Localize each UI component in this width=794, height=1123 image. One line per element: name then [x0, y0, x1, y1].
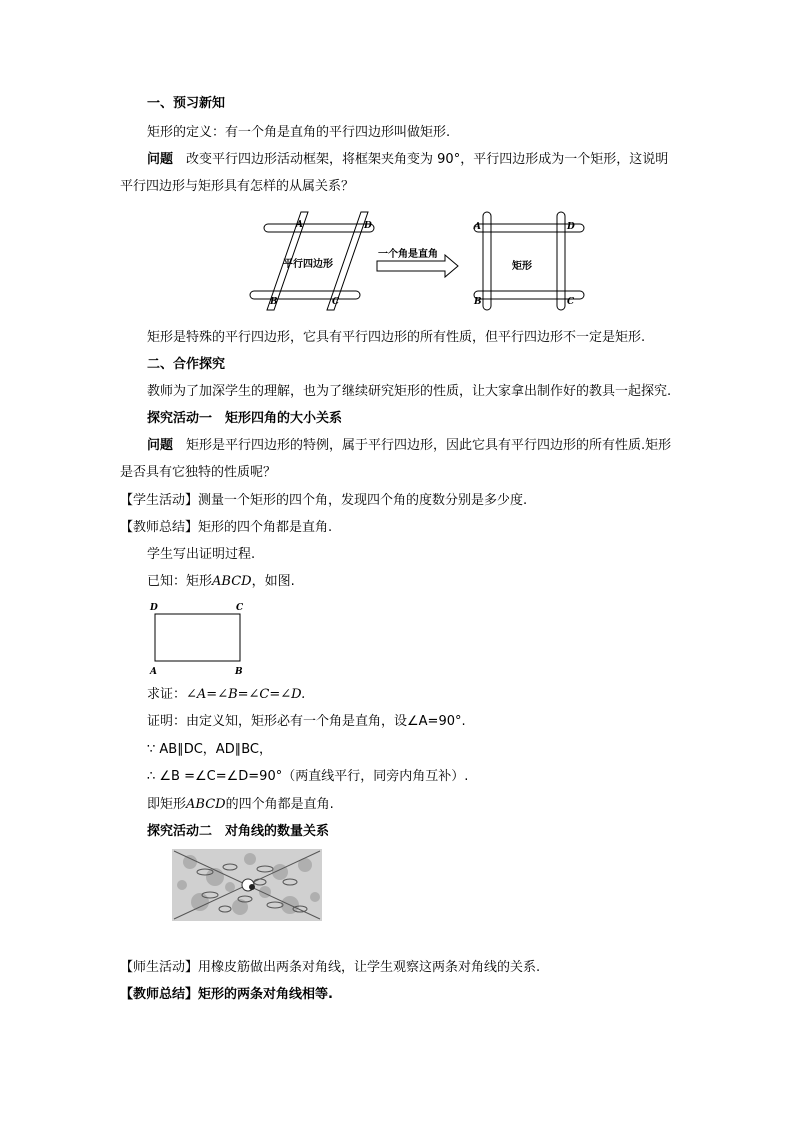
rectangle-definition: 矩形的定义：有一个角是直角的平行四边形叫做矩形.	[147, 125, 451, 140]
point-label-d-left: D	[364, 221, 372, 231]
given-suffix: ，如图.	[251, 574, 295, 589]
rubber-band-photo	[170, 847, 326, 925]
section-2-heading: 二、合作探究	[147, 357, 226, 372]
question-label: 问题	[147, 152, 174, 167]
frame-bar-slant-right	[327, 212, 368, 310]
point-label-d-right: D	[567, 222, 575, 232]
point-label-a-right: A	[474, 222, 481, 232]
point-label-b-right: B	[474, 297, 482, 307]
frame-bar-vertical-left	[483, 212, 491, 310]
rectangle-abcd-figure	[146, 598, 256, 678]
frame-bar-top-left	[264, 224, 374, 232]
frame-bar-bottom-left	[250, 291, 360, 299]
because-line: ∵ AB∥DC，AD∥BC，	[147, 742, 272, 757]
point-label-c-right: C	[567, 297, 575, 307]
question-2-line-1	[147, 437, 671, 455]
parallelogram-label: 平行四边形	[283, 259, 333, 270]
section-1-heading: 一、预习新知	[147, 96, 226, 111]
activity-2-heading	[147, 823, 329, 841]
point-label-b: B	[235, 667, 243, 677]
conclusion-abcd: ABCD	[186, 797, 226, 812]
prove-prefix: 求证：	[147, 687, 187, 702]
rectangle-shape	[155, 614, 240, 661]
given-line	[147, 573, 295, 591]
activity-2-title: 对角线的数量关系	[225, 824, 330, 839]
point-label-c-left: C	[332, 297, 340, 307]
student-activity-line: 【学生活动】测量一个矩形的四个角，发现四个角的度数分别是多少度.	[120, 493, 528, 508]
activity-2-label: 探究活动二	[147, 824, 213, 839]
activity-1-title: 矩形四角的大小关系	[225, 411, 343, 426]
rectangle-label: 矩形	[512, 261, 532, 272]
teacher-summary-2: 【教师总结】矩形的两条对角线相等.	[120, 987, 333, 1002]
activity-1-label: 探究活动一	[147, 411, 213, 426]
teacher-intro-line: 教师为了加深学生的理解，也为了继续研究矩形的性质，让大家拿出制作好的教具一起探究.	[147, 384, 672, 399]
teacher-student-activity: 【师生活动】用橡皮筋做出两条对角线，让学生观察这两条对角线的关系.	[120, 960, 541, 975]
special-parallelogram-line: 矩形是特殊的平行四边形，它具有平行四边形的所有性质，但平行四边形不一定是矩形.	[147, 330, 646, 345]
prove-line	[147, 686, 305, 704]
proof-line-1: 证明：由定义知，矩形必有一个角是直角，设∠A=90°.	[147, 714, 466, 729]
conclusion-suffix: 的四个角都是直角.	[225, 797, 334, 812]
question-1-line-2: 平行四边形与矩形具有怎样的从属关系？	[120, 179, 355, 194]
therefore-line: ∴ ∠B =∠C=∠D=90°（两直线平行，同旁内角互补）.	[147, 769, 469, 784]
question-label: 问题	[147, 438, 174, 453]
teacher-summary-1: 【教师总结】矩形的四个角都是直角.	[120, 520, 333, 535]
parallelogram-to-rectangle-figure	[240, 208, 590, 316]
write-proof-line: 学生写出证明过程.	[147, 547, 256, 562]
prove-expression: ∠A=∠B=∠C=∠D.	[186, 687, 306, 702]
point-label-b-left: B	[270, 297, 278, 307]
question-text: 改变平行四边形活动框架，将框架夹角变为 90°，平行四边形成为一个矩形，这说明	[186, 152, 669, 167]
point-label-d: D	[150, 603, 158, 613]
conclusion-line	[147, 796, 334, 814]
given-prefix: 已知：矩形	[147, 574, 213, 589]
activity-1-heading	[147, 410, 342, 428]
arrow-label: 一个角是直角	[378, 249, 438, 260]
point-label-c: C	[236, 603, 244, 613]
question-1-line-1	[147, 151, 668, 169]
conclusion-prefix: 即矩形	[147, 797, 187, 812]
point-label-a-left: A	[296, 220, 303, 230]
question-text: 矩形是平行四边形的特例，属于平行四边形，因此它具有平行四边形的所有性质.矩形	[186, 438, 672, 453]
question-2-line-2: 是否具有它独特的性质呢？	[120, 465, 277, 480]
frame-bar-vertical-right	[557, 212, 565, 310]
point-label-a: A	[150, 667, 157, 677]
given-abcd: ABCD	[212, 574, 252, 589]
